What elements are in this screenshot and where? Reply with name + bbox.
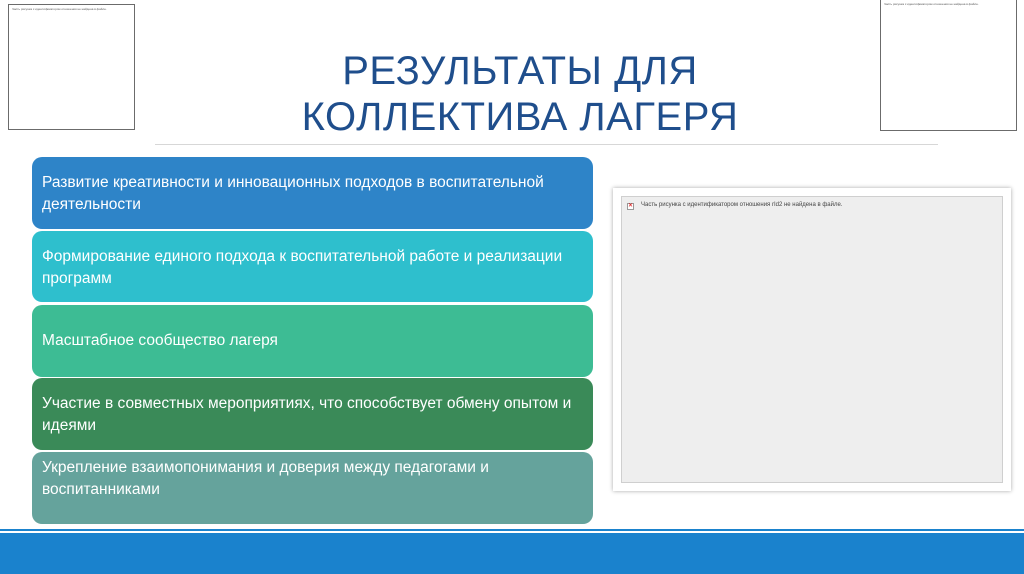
footer-line — [0, 529, 1024, 531]
image-frame — [613, 188, 1011, 491]
list-item-text: Формирование единого подхода к воспитательной работе и реализации программ — [42, 248, 563, 287]
list-item-text: Участие в совместных мероприятиях, что способствует обмену опытом и идеями — [42, 395, 572, 434]
list-item-text: Развитие креативности и инновационных подходов в воспитательной деятельности — [42, 174, 544, 213]
left-placeholder-label: Часть рисунка с идентификатором отношения не найдена в файле. — [12, 7, 107, 11]
list-item — [32, 305, 593, 377]
title-divider — [155, 144, 938, 145]
list-item — [32, 231, 593, 302]
right-image-placeholder — [880, 0, 1017, 131]
slide-title-line-1: РЕЗУЛЬТАТЫ ДЛЯ — [342, 49, 698, 93]
broken-image-message: Часть рисунка с идентификатором отношения rId2 не найдена в файле. — [641, 202, 843, 208]
list-item — [32, 378, 593, 450]
left-image-placeholder — [8, 4, 135, 130]
list-item — [32, 452, 593, 524]
footer-bar — [0, 533, 1024, 574]
list-item-text: Укрепление взаимопонимания и доверия между педагогами и воспитанниками — [42, 459, 489, 498]
broken-image-area — [621, 196, 1003, 483]
slide-title-line-2: КОЛЛЕКТИВА ЛАГЕРЯ — [301, 95, 739, 139]
slide-title — [240, 48, 800, 140]
list-item — [32, 157, 593, 229]
list-item-text: Масштабное сообщество лагеря — [42, 332, 278, 349]
broken-image-icon — [627, 203, 634, 210]
right-placeholder-label: Часть рисунка с идентификатором отношения не найдена в файле. — [884, 2, 979, 6]
